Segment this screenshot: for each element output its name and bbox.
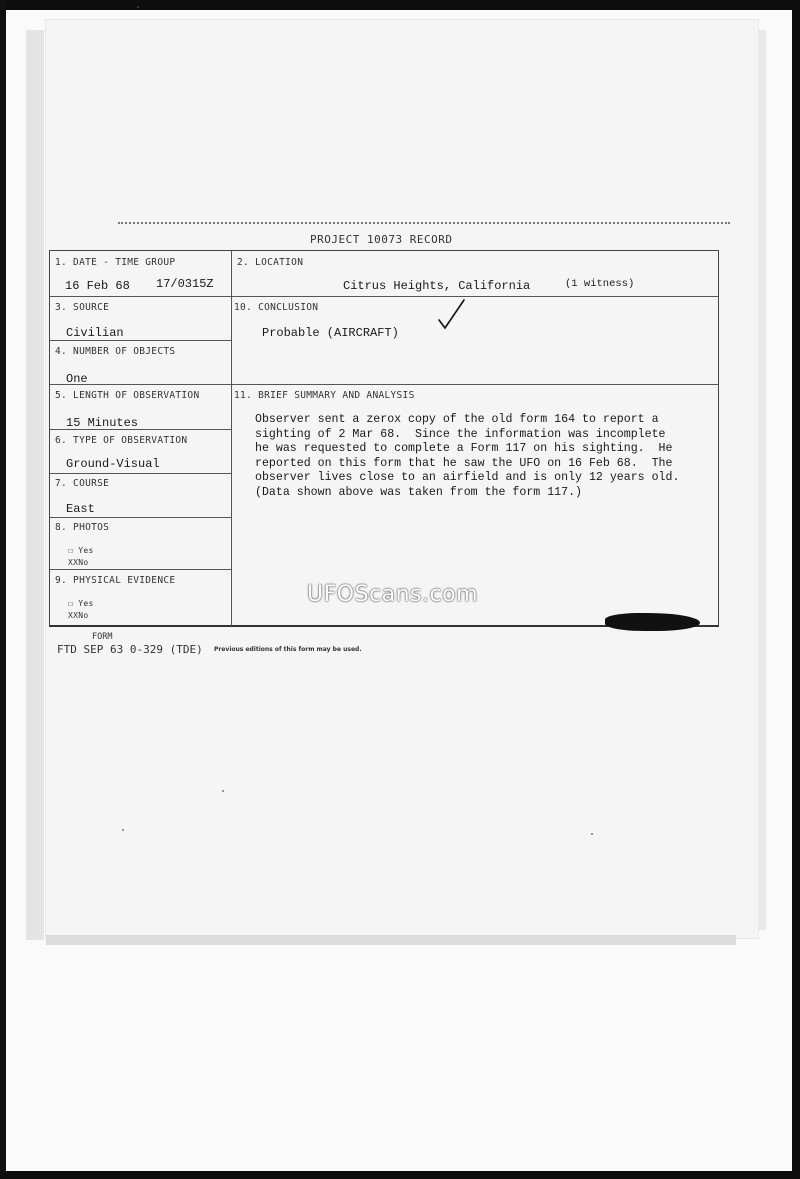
course-value: East (66, 502, 95, 516)
objects-label: 4. NUMBER OF OBJECTS (55, 346, 176, 357)
date-time-label: 1. DATE - TIME GROUP (55, 257, 176, 268)
form-title: PROJECT 10073 RECORD (310, 233, 453, 246)
evidence-yes-option: ☐ Yes (68, 599, 94, 608)
objects-value: One (66, 372, 88, 386)
footer-form-id: FTD SEP 63 0-329 (TDE) (57, 643, 203, 656)
card-shadow (46, 935, 736, 945)
length-label: 5. LENGTH OF OBSERVATION (55, 390, 200, 401)
scan-border-bottom (0, 1171, 800, 1179)
date-value: 16 Feb 68 (65, 279, 130, 293)
summary-label: 11. BRIEF SUMMARY AND ANALYSIS (234, 390, 415, 401)
photos-yes-label: Yes (78, 546, 94, 555)
footer-note: Previous editions of this form may be used. (214, 646, 362, 653)
dust-speck (122, 829, 124, 831)
source-label: 3. SOURCE (55, 302, 110, 313)
location-label: 2. LOCATION (237, 257, 304, 268)
evidence-no-option: XXNo (68, 611, 89, 620)
scan-border-top (0, 0, 800, 10)
footer-form-word: FORM (92, 632, 113, 642)
time-value: 17/0315Z (156, 277, 214, 291)
summary-text: Observer sent a zerox copy of the old form 164 to report a sighting of 2 Mar 68. Since the information was incomplete he was requested to complete a Form 117 on his sighting. He reported on this form that he saw the UFO on 16 Feb 68. The observer lives close to an airfield and is only 12 years old. (Data shown above was taken from the form 117.) (255, 413, 680, 499)
length-value: 15 Minutes (66, 416, 139, 430)
row-divider (50, 384, 718, 385)
witness-count: (1 witness) (565, 278, 635, 290)
course-label: 7. COURSE (55, 478, 110, 489)
dashed-rule (118, 222, 730, 224)
row-divider (50, 569, 231, 570)
dust-speck (591, 833, 593, 835)
row-divider (50, 340, 231, 341)
evidence-label: 9. PHYSICAL EVIDENCE (55, 575, 176, 586)
evidence-yes-label: Yes (78, 599, 94, 608)
conclusion-value: Probable (AIRCRAFT) (262, 326, 399, 340)
dust-speck (222, 790, 224, 792)
photos-label: 8. PHOTOS (55, 522, 110, 533)
card-edge (26, 30, 44, 940)
column-divider (231, 251, 232, 626)
type-label: 6. TYPE OF OBSERVATION (55, 435, 188, 446)
type-value: Ground-Visual (66, 457, 160, 471)
scan-border-right (792, 0, 800, 1179)
photos-no-option: XXNo (68, 558, 89, 567)
watermark: UFOScans.com (307, 582, 478, 607)
source-value: Civilian (66, 326, 124, 340)
row-divider (50, 296, 718, 297)
conclusion-label: 10. CONCLUSION (234, 302, 319, 313)
checkmark-icon (437, 298, 467, 334)
dust-speck (137, 6, 139, 8)
row-divider (50, 517, 231, 518)
redaction-mark (605, 613, 700, 631)
row-divider (50, 473, 231, 474)
photos-yes-option: ☐ Yes (68, 546, 94, 555)
location-value: Citrus Heights, California (343, 279, 531, 293)
